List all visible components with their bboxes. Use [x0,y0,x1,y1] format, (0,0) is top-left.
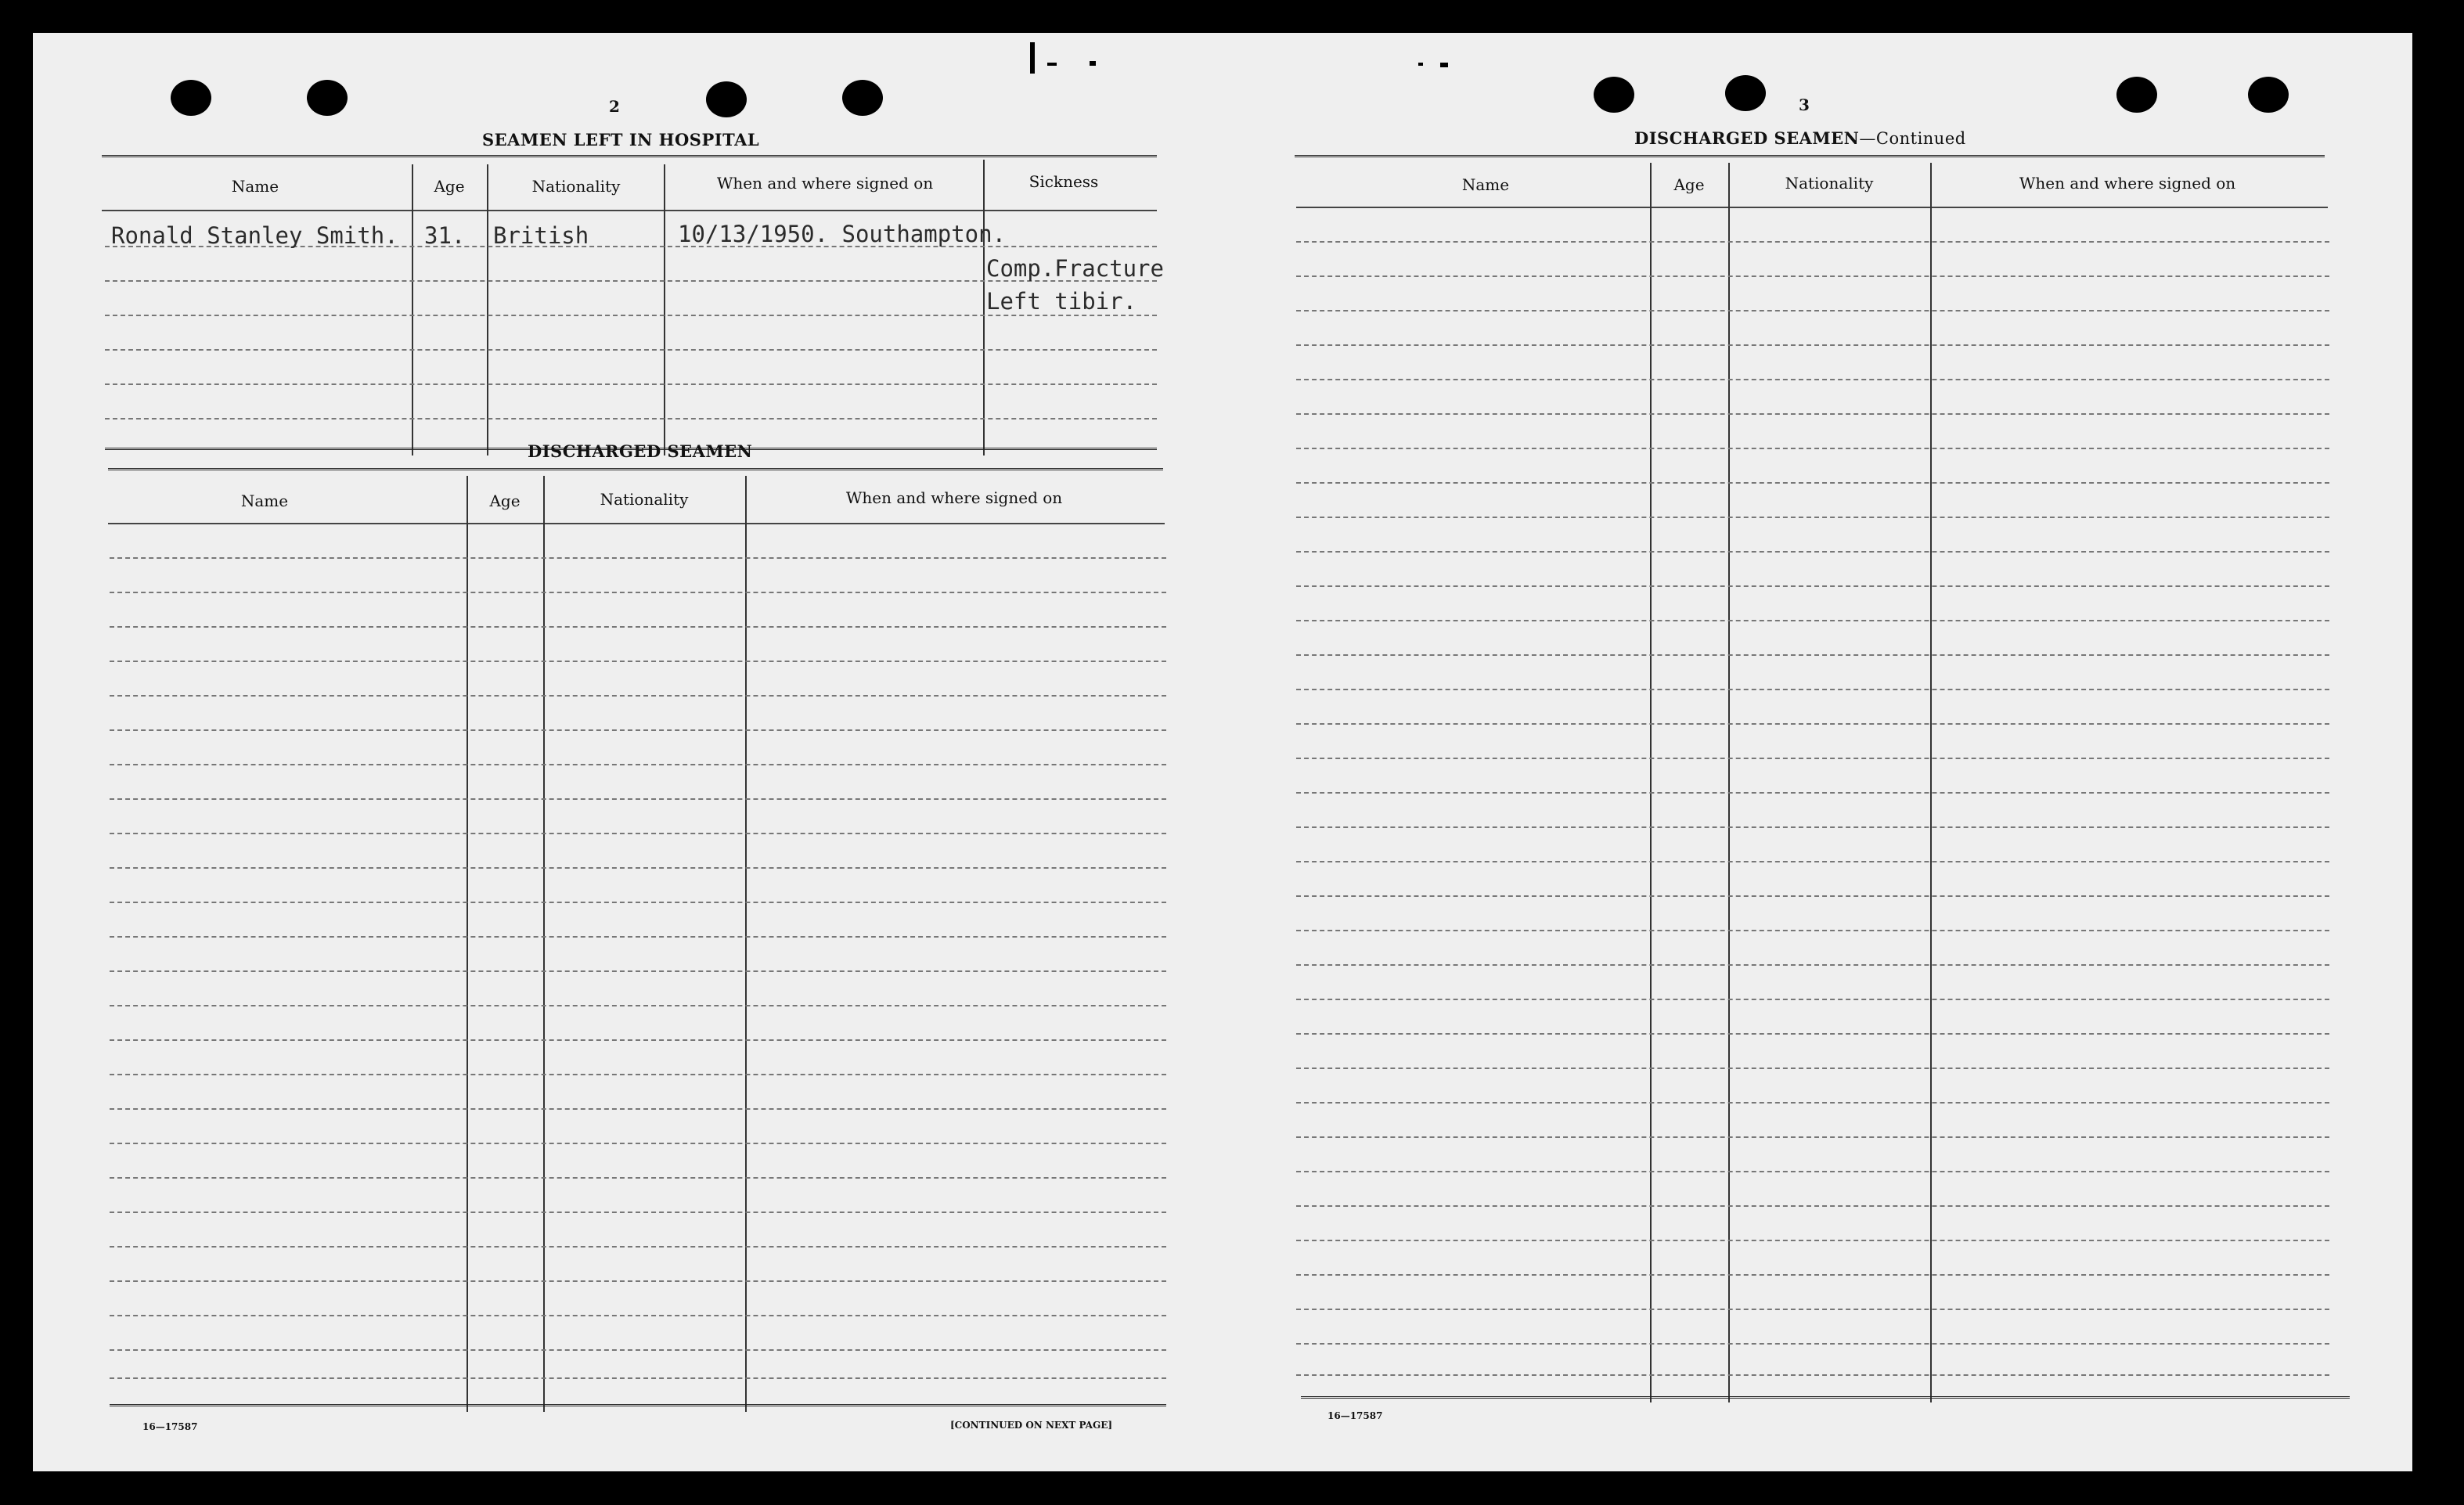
table-top-rule [1295,155,2325,161]
ruled-line [1296,1171,2329,1172]
punch-hole [1725,75,1766,111]
ruled-line [105,315,1157,316]
column-divider [1650,163,1652,1402]
ruled-line [1296,448,2329,449]
ruled-line [1296,964,2329,966]
typed-nationality: British [493,222,589,249]
section-title [1634,128,1966,148]
scan-mark [1047,63,1057,66]
ruled-line [110,592,1166,593]
punch-hole [842,80,883,116]
ruled-line [110,970,1166,972]
ruled-line [1296,1309,2329,1310]
column-divider [412,164,413,455]
section-title: SEAMEN LEFT IN HOSPITAL [482,130,760,149]
ruled-line [1296,930,2329,931]
ruled-line [1296,344,2329,346]
ruled-line [1296,241,2329,243]
ruled-line [110,867,1166,869]
ruled-line [1296,1240,2329,1241]
typed-sickness: Left tibir. [986,288,1137,315]
ruled-line [1296,1374,2329,1376]
ruled-line [1296,551,2329,553]
ruled-line [1296,895,2329,897]
table-top-rule [102,155,1157,161]
ruled-line [110,1212,1166,1213]
column-divider [543,476,545,1412]
column-header-age: Age [489,491,521,510]
punch-hole [1594,77,1634,113]
ruled-line [110,1108,1166,1110]
ruled-line [110,1005,1166,1006]
ruled-line [110,1143,1166,1144]
column-divider [983,160,985,455]
section-title-suffix: —Continued [1859,129,1966,148]
ruled-line [110,695,1166,697]
column-header-signed-on: When and where signed on [2019,174,2236,193]
table-top-rule [108,468,1163,474]
column-header-nationality: Nationality [600,490,689,509]
column-header-signed-on: When and where signed on [716,174,934,193]
column-header-name: Name [231,177,279,196]
column-divider [1728,163,1730,1402]
column-header-age: Age [1673,175,1705,194]
header-rule [108,523,1165,524]
column-header-nationality: Nationality [1785,174,1874,193]
ruled-line [110,764,1166,765]
ruled-line [1296,1102,2329,1104]
column-header-signed-on: When and where signed on [845,488,1063,507]
column-header-sickness: Sickness [1028,172,1099,191]
ruled-line [105,383,1157,385]
ruled-line [1296,654,2329,656]
scan-mark [1418,63,1423,66]
ruled-line [110,833,1166,834]
header-rule [102,210,1157,211]
ruled-line [1296,620,2329,621]
page-number: 3 [1799,95,1810,114]
table-bottom-rule [1301,1396,2350,1402]
ruled-line [1296,585,2329,587]
ruled-line [1296,482,2329,484]
ruled-line [1296,1274,2329,1276]
punch-hole [706,81,747,117]
continued-note: [CONTINUED ON NEXT PAGE] [950,1420,1113,1431]
ruled-line [1296,310,2329,311]
ruled-line [1296,723,2329,725]
ruled-line [1296,861,2329,862]
ruled-line [110,1315,1166,1316]
column-header-name: Name [1461,175,1510,194]
ruled-line [110,1074,1166,1075]
ruled-line [1296,792,2329,794]
ruled-line [1296,1136,2329,1138]
column-divider [745,476,747,1412]
ruled-line [110,936,1166,938]
punch-hole [171,80,211,116]
ruled-line [110,557,1166,559]
column-divider [664,164,665,455]
scan-mark [1090,61,1096,66]
header-rule [1296,207,2328,208]
page-number: 2 [609,97,620,116]
section-title: DISCHARGED SEAMEN [528,441,753,461]
ruled-line [1296,689,2329,690]
typed-signed-on: 10/13/1950. Southampton. [678,221,1007,247]
ruled-line [110,1349,1166,1351]
table-bottom-rule [110,1404,1166,1410]
ruled-line [110,1039,1166,1041]
ruled-line [110,798,1166,800]
ruled-line [1296,1205,2329,1207]
punch-hole [307,80,348,116]
column-divider [1930,163,1932,1402]
ruled-line [110,1177,1166,1179]
column-divider [467,476,468,1412]
ruled-line [1296,275,2329,277]
ruled-line [1296,517,2329,518]
typed-name: Ronald Stanley Smith. [111,222,398,249]
ruled-line [105,349,1157,351]
typed-sickness: Comp.Fracture [986,255,1164,282]
column-header-age: Age [434,177,465,196]
typed-age: 31. [424,222,466,249]
punch-hole [2116,77,2157,113]
ruled-line [110,902,1166,903]
ruled-line [105,418,1157,419]
column-header-name: Name [240,491,289,510]
section-title-text: DISCHARGED SEAMEN [1634,128,1860,148]
ruled-line [110,1280,1166,1282]
punch-hole [2248,77,2289,113]
ruled-line [1296,413,2329,415]
ruled-line [1296,379,2329,380]
column-divider [487,164,488,455]
ruled-line [1296,1343,2329,1345]
column-header-nationality: Nationality [531,177,621,196]
scan-mark [1030,42,1035,74]
ruled-line [110,1377,1166,1379]
ruled-line [1296,1033,2329,1035]
ruled-line [110,1246,1166,1248]
ruled-line [110,661,1166,662]
manifest-sheet [33,33,2412,1471]
ruled-line [1296,758,2329,759]
ruled-line [110,626,1166,628]
ruled-line [1296,999,2329,1000]
form-number: 16—17587 [142,1421,198,1432]
ruled-line [110,729,1166,731]
scan-mark [1440,63,1448,67]
ruled-line [1296,826,2329,828]
ruled-line [1296,1068,2329,1069]
form-number: 16—17587 [1327,1410,1383,1421]
